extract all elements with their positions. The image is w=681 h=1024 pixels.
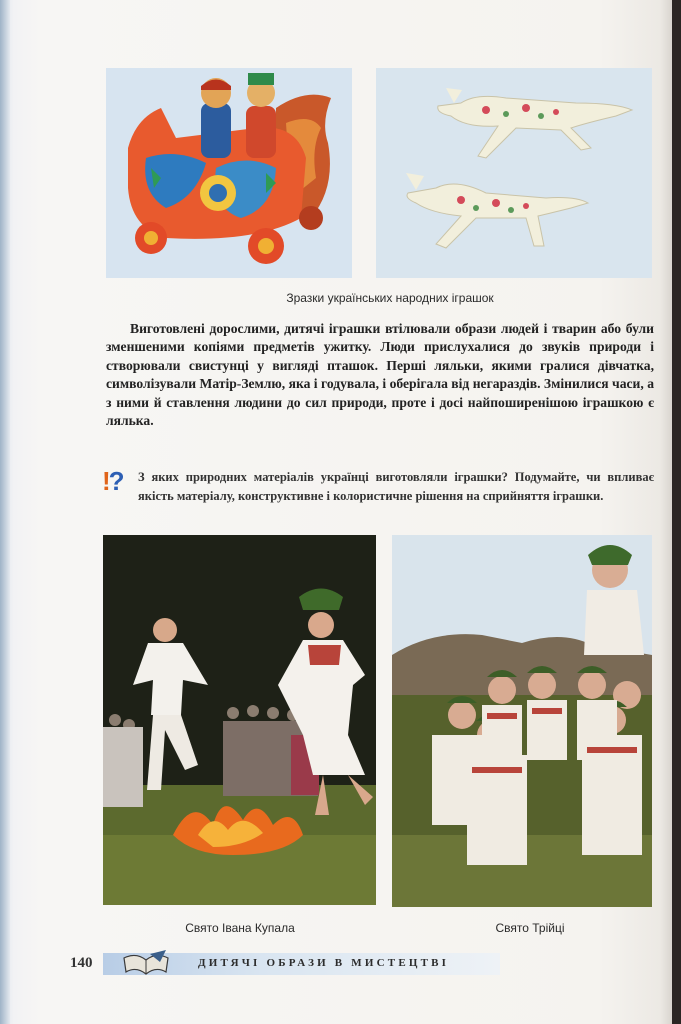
photo-clay-animals — [376, 68, 652, 278]
photo-triytsi — [392, 535, 652, 907]
page-number: 140 — [70, 955, 93, 971]
body-paragraph: Виготовлені дорослими, дитячі іграшки втілювали образи людей і тварин або були зменшеними копіями предметів ужитку. Люди прислухалися до звуків природи і створювали свистунці у вигляді пташок. Перші ляльки, якими гралися дівчатка, символізували Матір-Землю, яка і годувала, і оберігала від негараздів. Змінилися часи, а з ними й ставлення людини до сил природи, проте і досі найпоширенішою іграшкою є лялька. — [106, 321, 654, 429]
discussion-question: З яких природних матеріалів українці виготовляли іграшки? Подумайте, чи впливає якість матеріалу, конструктивне і колористичне рішення на сприйняття іграшки. — [138, 470, 654, 503]
running-title: ДИТЯЧІ ОБРАЗИ В МИСТЕЦТВІ — [198, 957, 450, 969]
photo-ivan-kupala — [103, 535, 376, 905]
figure-caption-triytsi: Свято Трійці — [495, 921, 565, 935]
photo-toy-cart — [106, 68, 352, 278]
figure-caption-toys: Зразки українських народних іграшок — [286, 291, 494, 305]
open-book-icon — [120, 948, 172, 978]
figure-caption-kupala: Свято Івана Купала — [185, 921, 295, 935]
question-mark-icon: !? — [102, 466, 123, 496]
page-binding-edge — [0, 0, 10, 1024]
